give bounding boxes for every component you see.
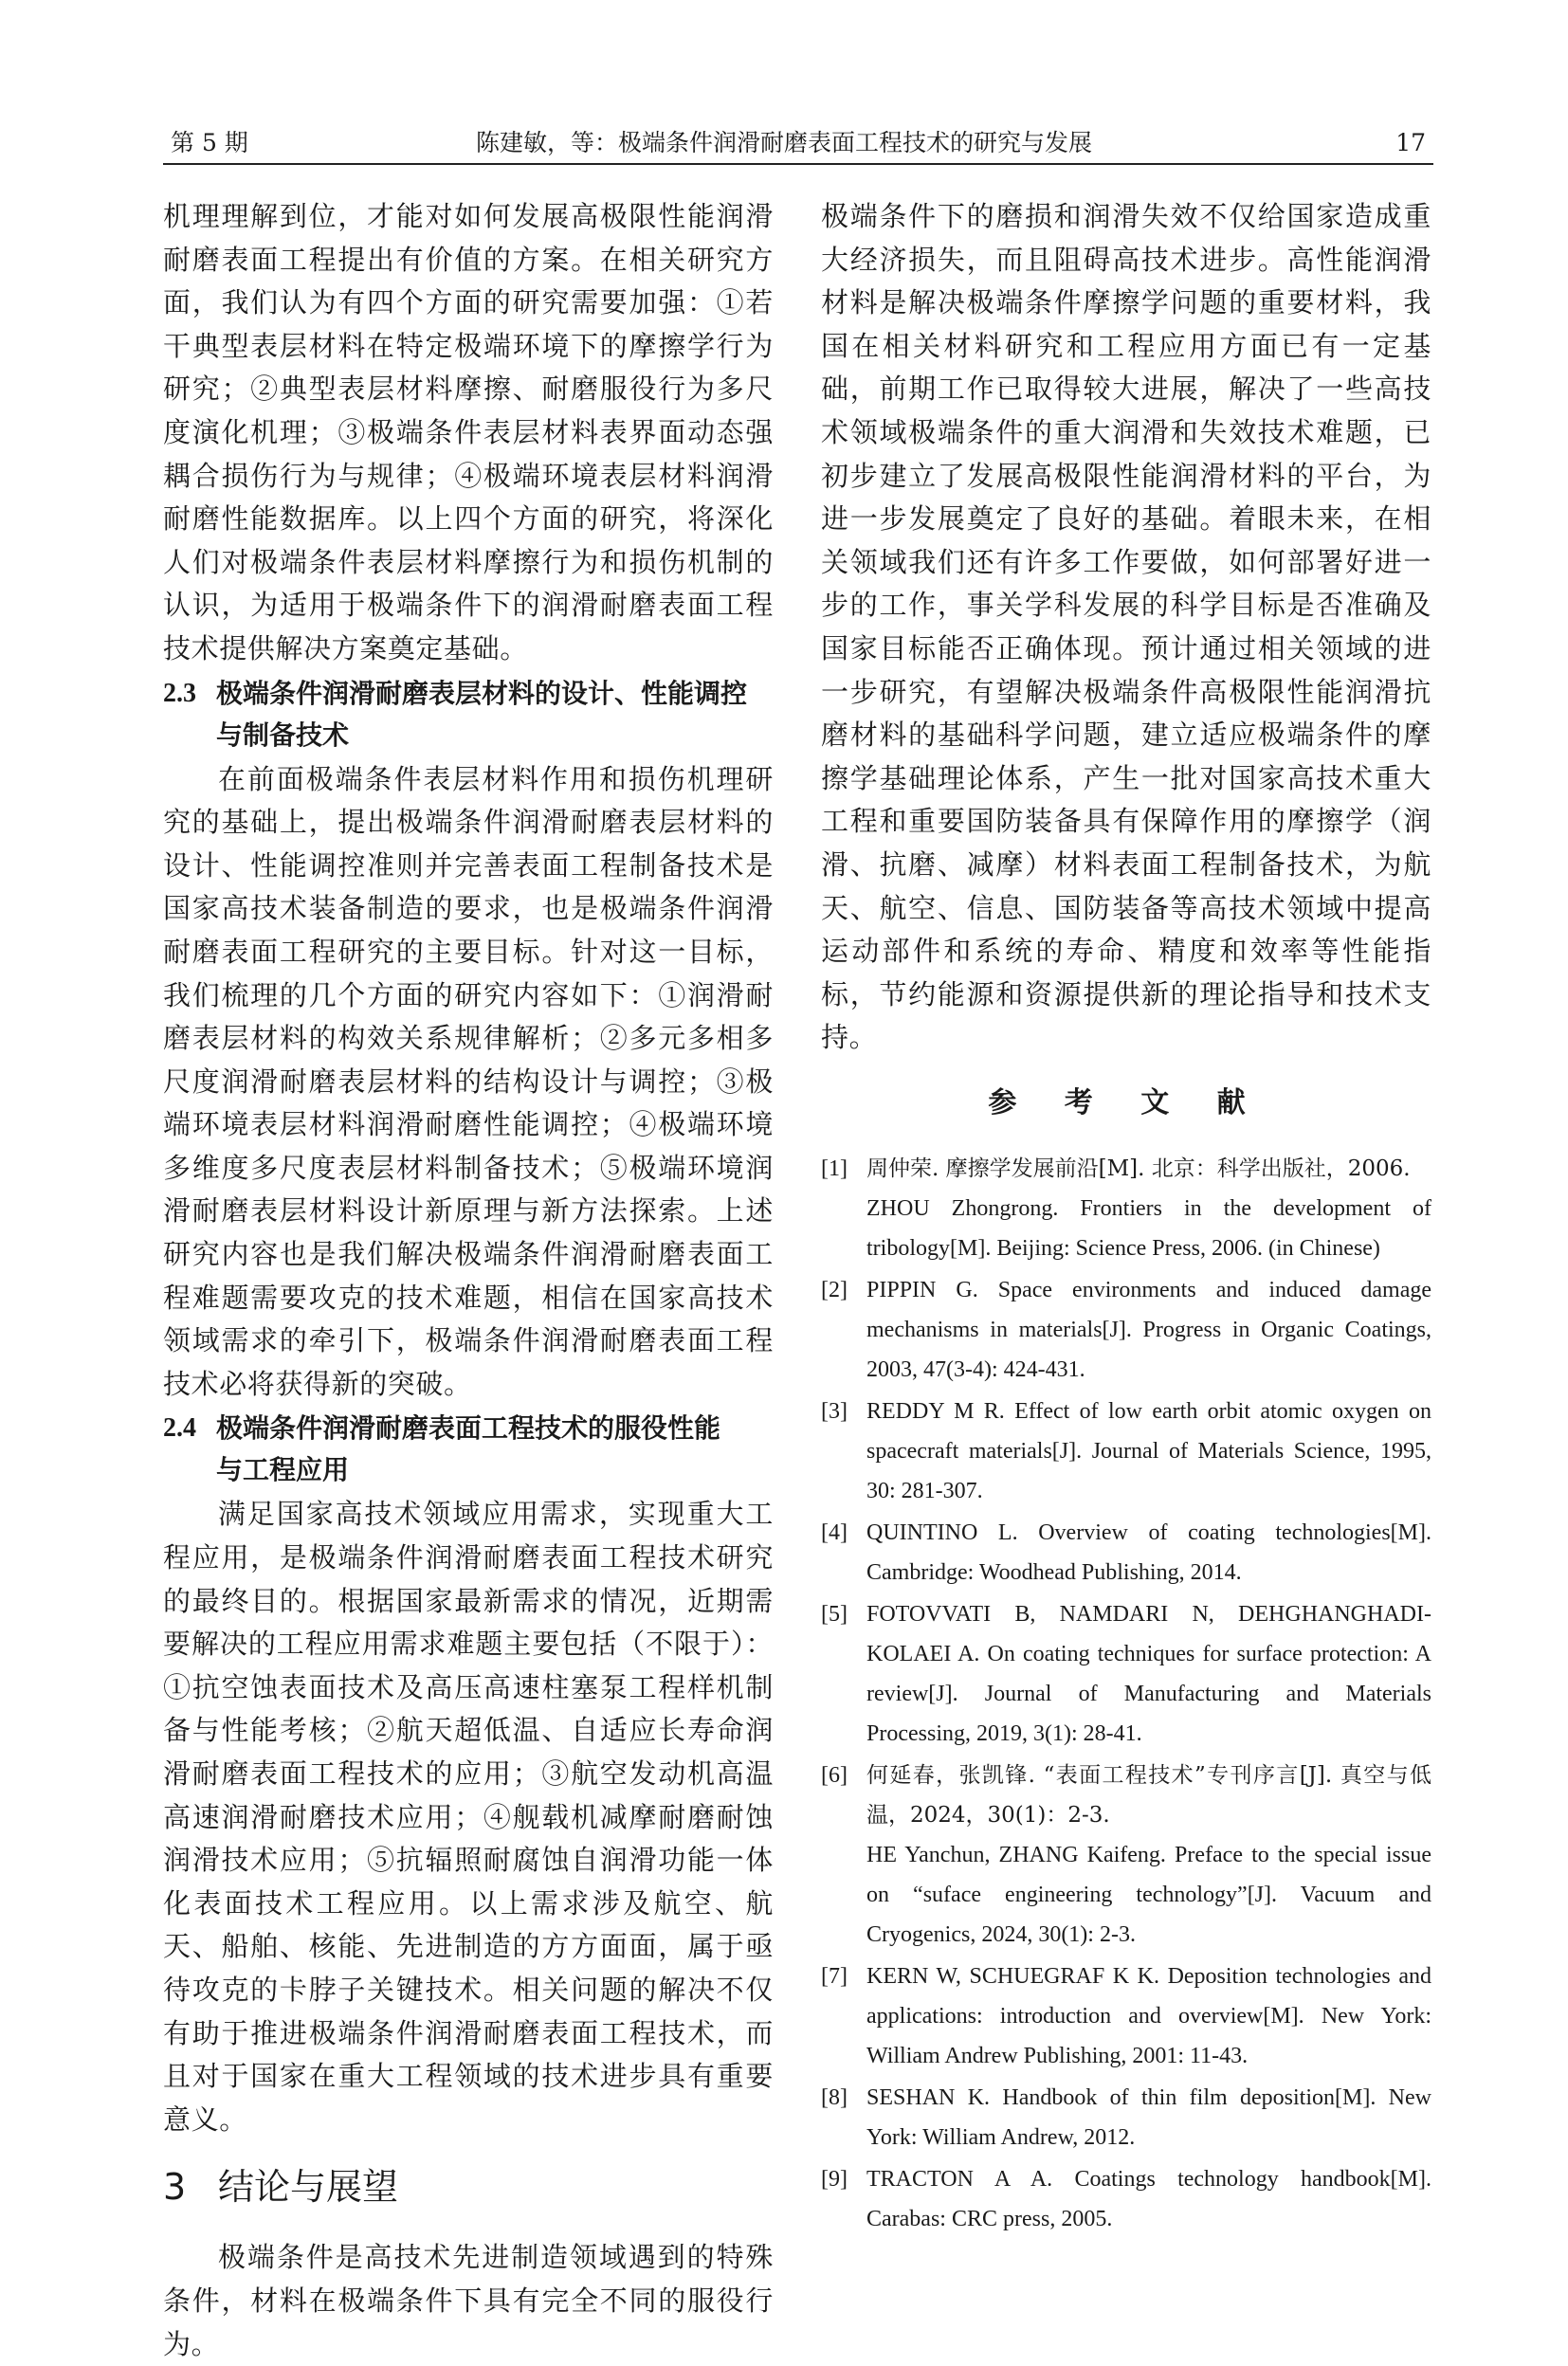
running-header [163, 121, 1433, 165]
reference-chinese: 周仲荣. 摩擦学发展前沿[M]. 北京：科学出版社，2006. [866, 1156, 1411, 1181]
section-number: 2.4 [163, 1413, 196, 1444]
right-column [821, 195, 1431, 2241]
reference-number: [4] [821, 1520, 848, 1545]
reference-number: [1] [821, 1156, 848, 1181]
section-heading-2-4 [163, 1408, 774, 1491]
reference-item [821, 1756, 1431, 1955]
reference-number: [5] [821, 1601, 848, 1627]
reference-english: KERN W, SCHUEGRAF K K. Deposition technologies and applications: introduction and overview[M]. New York: William Andrew Publishing, 2001: 11-43. [866, 1963, 1431, 2068]
reference-text [866, 1956, 1431, 2076]
reference-english: SESHAN K. Handbook of thin film deposition[M]. New York: William Andrew, 2012. [866, 2084, 1431, 2150]
section-title [216, 673, 774, 756]
reference-english: HE Yanchun, ZHANG Kaifeng. Preface to the special issue on “suface engineering technology”[J]. Vacuum and Cryogenics, 2024, 30(1): 2-3. [866, 1842, 1431, 1947]
section-title-line1: 极端条件润滑耐磨表面工程技术的服役性能 [216, 1412, 721, 1445]
reference-english: TRACTON A A. Coatings technology handbook[M]. Carabas: CRC press, 2005. [866, 2166, 1431, 2231]
reference-number: [7] [821, 1963, 848, 1989]
reference-item [821, 2078, 1431, 2157]
paragraph: 极端条件是高技术先进制造领域遇到的特殊条件，材料在极端条件下具有完全不同的服役行为。 [163, 2241, 774, 2360]
reference-text [866, 2159, 1431, 2239]
section-title-line2: 与制备技术 [216, 719, 350, 751]
reference-chinese: 何延春，张凯锋. “表面工程技术”专刊序言[J]. 真空与低温，2024，30(1)：2-3. [866, 1762, 1431, 1828]
section-title [216, 1408, 774, 1491]
reference-english: ZHOU Zhongrong. Frontiers in the development of tribology[M]. Beijing: Science Press, 2006. (in Chinese) [866, 1195, 1431, 1261]
reference-text [866, 1392, 1431, 1511]
reference-item [821, 1392, 1431, 1511]
section-number: 3 [163, 2166, 187, 2209]
section-title-line2: 与工程应用 [216, 1454, 350, 1486]
reference-english: REDDY M R. Effect of low earth orbit atomic oxygen on spacecraft materials[J]. Journal of Materials Science, 1995, 30: 281-307. [866, 1398, 1431, 1503]
paragraph: 满足国家高技术领域应用需求，实现重大工程应用，是极端条件润滑耐磨表面工程技术研究的最终目的。根据国家最新需求的情况，近期需要解决的工程应用需求难题主要包括（不限于）：①抗空蚀表面技术及高压高速柱塞泵工程样机制备与性能考核；②航天超低温、自适应长寿命润滑耐磨表面工程技术的应用；③航空发动机高温高速润滑耐磨技术应用；④舰载机减摩耐磨耐蚀润滑技术应用；⑤抗辐照耐腐蚀自润滑功能一体化表面技术工程应用。以上需求涉及航空、航天、船舶、核能、先进制造的方方面面，属于亟待攻克的卡脖子关键技术。相关问题的解决不仅有助于推进极端条件润滑耐磨表面工程技术，而且对于国家在重大工程领域的技术进步具有重要意义。 [163, 1498, 774, 2136]
left-column [163, 195, 774, 2366]
section-number: 2.3 [163, 678, 196, 708]
reference-item [821, 1594, 1431, 1754]
reference-list [821, 1149, 1431, 2239]
paragraph: 极端条件下的磨损和润滑失效不仅给国家造成重大经济损失，而且阻碍高技术进步。高性能润滑材料是解决极端条件摩擦学问题的重要材料，我国在相关材料研究和工程应用方面已有一定基础，前期工作已取得较大进展，解决了一些高技术领域极端条件的重大润滑和失效技术难题，已初步建立了发展高极限性能润滑材料的平台，为进一步发展奠定了良好的基础。着眼未来，在相关领域我们还有许多工作要做，如何部署好进一步的工作，事关学科发展的科学目标是否准确及国家目标能否正确体现。预计通过相关领域的进一步研究，有望解决极端条件高极限性能润滑抗磨材料的基础科学问题，建立适应极端条件的摩擦学基础理论体系，产生一批对国家高技术重大工程和重要国防装备具有保障作用的摩擦学（润滑、抗磨、减摩）材料表面工程制备技术，为航天、航空、信息、国防装备等高技术领域中提高运动部件和系统的寿命、精度和效率等性能指标，节约能源和资源提供新的理论指导和技术支持。 [821, 200, 1431, 1054]
running-title: 陈建敏，等：极端条件润滑耐磨表面工程技术的研究与发展 [476, 129, 1093, 156]
reference-number: [8] [821, 2084, 848, 2110]
references-heading: 参 考 文 献 [988, 1085, 1265, 1119]
reference-english: QUINTINO L. Overview of coating technologies[M]. Cambridge: Woodhead Publishing, 2014. [866, 1520, 1431, 1585]
reference-item [821, 1149, 1431, 1268]
reference-text [866, 1594, 1431, 1754]
paragraph: 机理理解到位，才能对如何发展高极限性能润滑耐磨表面工程提出有价值的方案。在相关研究方面，我们认为有四个方面的研究需要加强：①若干典型表层材料在特定极端环境下的摩擦学行为研究；②典型表层材料摩擦、耐磨服役行为多尺度演化机理；③极端条件表层材料表界面动态强耦合损伤行为与规律；④极端环境表层材料润滑耐磨性能数据库。以上四个方面的研究，将深化人们对极端条件表层材料摩擦行为和损伤机制的认识，为适用于极端条件下的润滑耐磨表面工程技术提供解决方案奠定基础。 [163, 200, 774, 664]
section-heading-2-3 [163, 673, 774, 756]
reference-text [866, 1270, 1431, 1390]
reference-english: FOTOVVATI B, NAMDARI N, DEHGHANGHADI-KOLAEI A. On coating techniques for surface protection: A review[J]. Journal of Manufacturing and Materials Processing, 2019, 3(1): 28-41. [866, 1601, 1431, 1746]
reference-english: PIPPIN G. Space environments and induced damage mechanisms in materials[J]. Progress in Organic Coatings, 2003, 47(3-4): 424-431. [866, 1277, 1431, 1382]
reference-text [866, 1513, 1431, 1592]
section-title-line1: 极端条件润滑耐磨表层材料的设计、性能调控 [216, 677, 748, 709]
reference-text [866, 1756, 1431, 1955]
reference-item [821, 2159, 1431, 2239]
issue-number: 第 5 期 [171, 129, 248, 156]
reference-number: [3] [821, 1398, 848, 1424]
reference-number: [6] [821, 1762, 848, 1788]
reference-text [866, 2078, 1431, 2157]
page-number: 17 [1395, 129, 1426, 156]
reference-number: [9] [821, 2166, 848, 2192]
section-title: 结论与展望 [218, 2166, 399, 2209]
reference-text [866, 1149, 1431, 1268]
section-heading-3 [163, 2158, 774, 2215]
reference-item [821, 1270, 1431, 1390]
reference-item [821, 1513, 1431, 1592]
paragraph: 在前面极端条件表层材料作用和损伤机理研究的基础上，提出极端条件润滑耐磨表层材料的设计、性能调控准则并完善表面工程制备技术是国家高技术装备制造的要求，也是极端条件润滑耐磨表面工程研究的主要目标。针对这一目标，我们梳理的几个方面的研究内容如下：①润滑耐磨表层材料的构效关系规律解析；②多元多相多尺度润滑耐磨表层材料的结构设计与调控；③极端环境表层材料润滑耐磨性能调控；④极端环境多维度多尺度表层材料制备技术；⑤极端环境润滑耐磨表层材料设计新原理与新方法探索。上述研究内容也是我们解决极端条件润滑耐磨表面工程难题需要攻克的技术难题，相信在国家高技术领域需求的牵引下，极端条件润滑耐磨表面工程技术必将获得新的突破。 [163, 762, 774, 1400]
reference-number: [2] [821, 1277, 848, 1302]
reference-item [821, 1956, 1431, 2076]
